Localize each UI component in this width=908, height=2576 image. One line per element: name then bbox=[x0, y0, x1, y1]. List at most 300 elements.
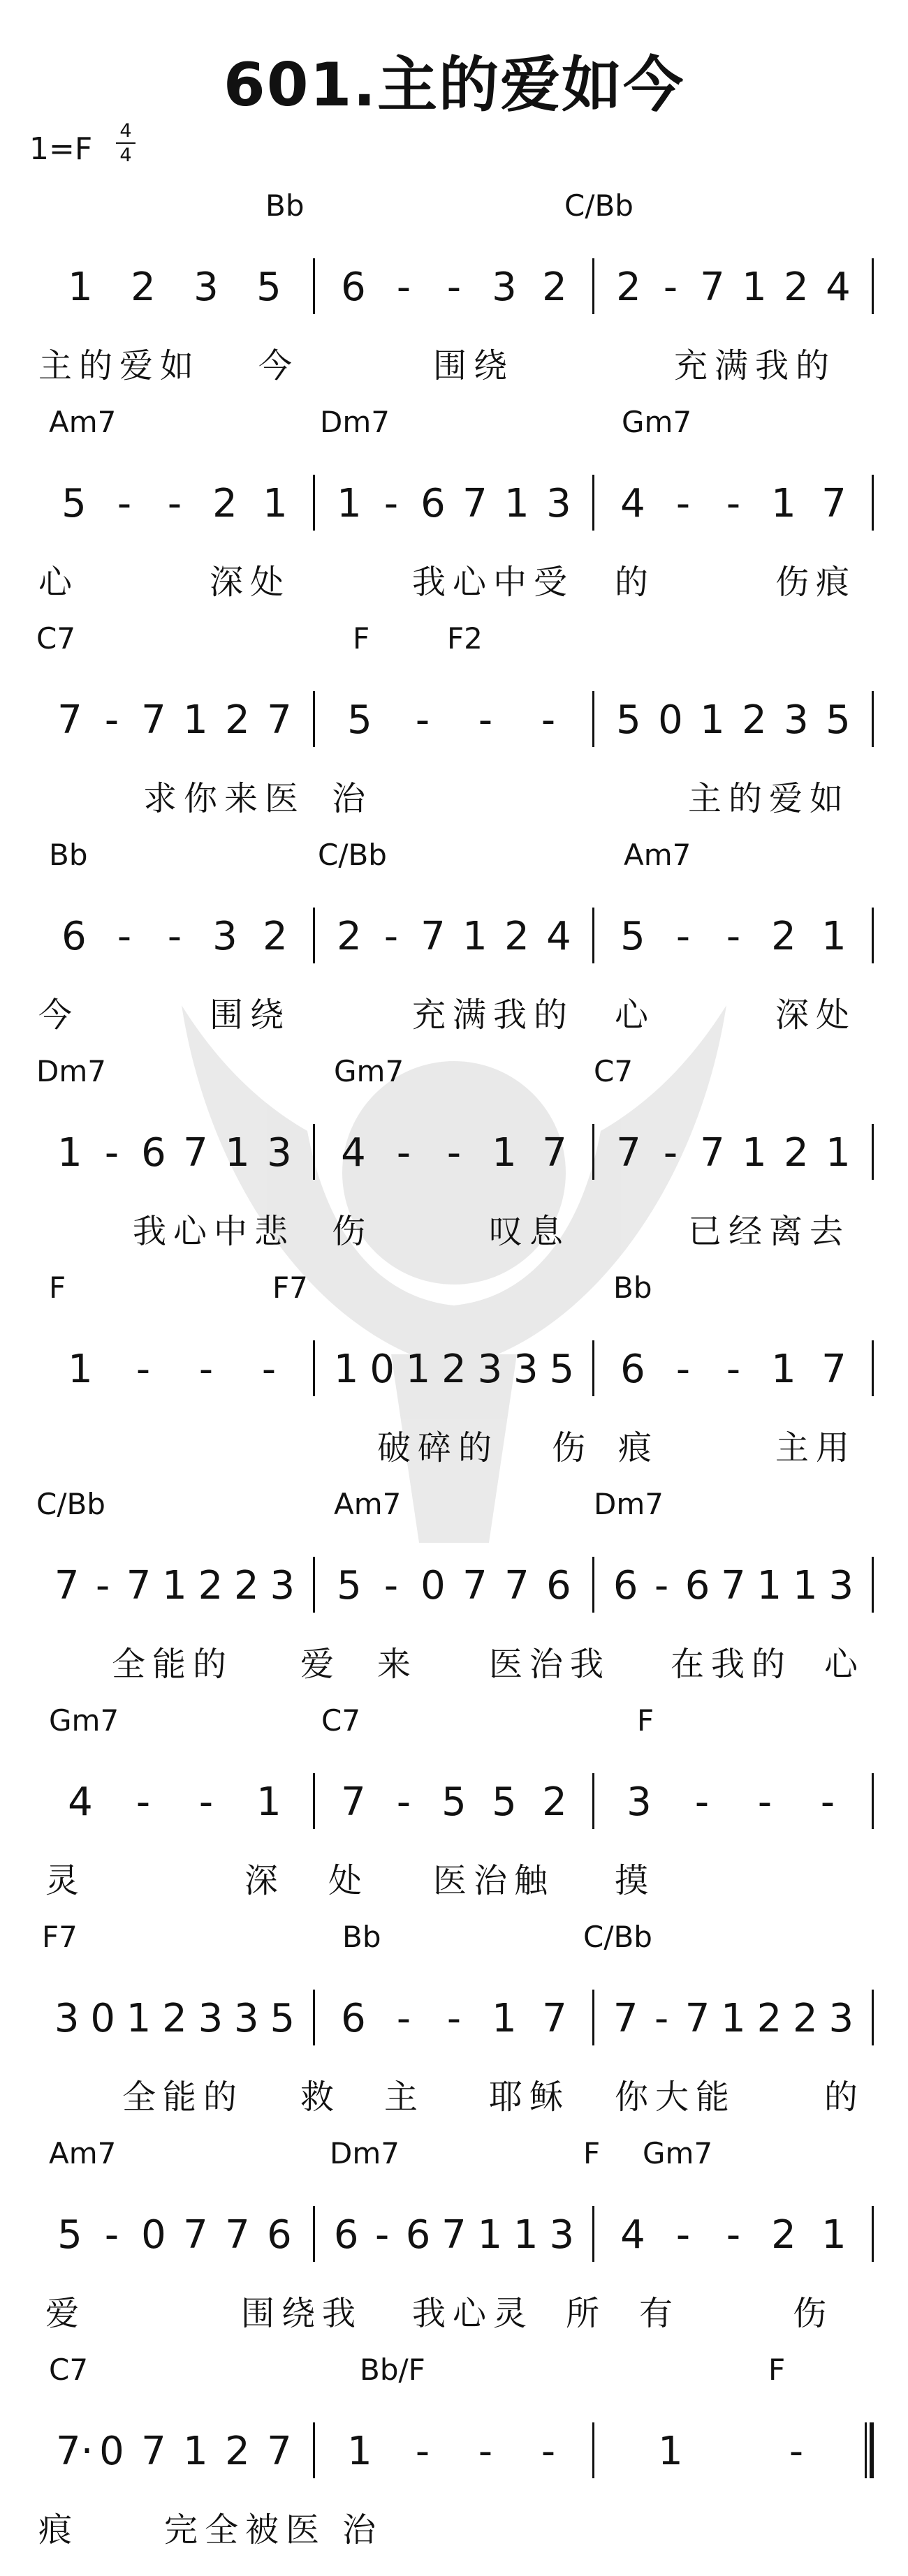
note: 6 bbox=[546, 1563, 571, 1608]
note: 2 bbox=[234, 1563, 259, 1608]
lyric-text: 救 bbox=[300, 2078, 342, 2117]
note: - bbox=[136, 1779, 151, 1825]
chord-symbol: C/Bb bbox=[318, 838, 387, 872]
bar-line bbox=[313, 2422, 315, 2478]
note: 7 bbox=[504, 1563, 529, 1608]
lyric-text: 主的爱如 bbox=[38, 346, 201, 385]
note: - bbox=[104, 2212, 119, 2258]
bar-line bbox=[592, 2206, 594, 2262]
note: 6 bbox=[333, 2212, 359, 2258]
note: - bbox=[396, 1779, 411, 1825]
note: 2 bbox=[263, 914, 288, 959]
time-signature-bottom: 4 bbox=[119, 145, 132, 167]
lyric-text: 我心灵 bbox=[412, 2294, 534, 2333]
note: 0 bbox=[99, 2429, 124, 2474]
note: - bbox=[820, 1779, 835, 1825]
note: - bbox=[117, 481, 132, 526]
chord-symbol: F bbox=[637, 1703, 654, 1738]
bar-line bbox=[592, 908, 594, 963]
note: 7 bbox=[126, 1563, 152, 1608]
note: 3 bbox=[270, 1563, 295, 1608]
lyric-text: 的 bbox=[824, 2078, 865, 2117]
note: 7 bbox=[616, 1130, 641, 1176]
note: 3 bbox=[54, 1996, 80, 2041]
note: - bbox=[789, 2429, 804, 2474]
chord-symbol: C/Bb bbox=[36, 1487, 105, 1521]
note: 1 bbox=[405, 1347, 431, 1392]
note: 2 bbox=[542, 1779, 567, 1825]
note: 1 bbox=[742, 1130, 767, 1176]
note: - bbox=[478, 697, 493, 743]
note: - bbox=[654, 1996, 669, 2041]
note: 1 bbox=[492, 1130, 517, 1176]
note: - bbox=[541, 697, 556, 743]
bar-line bbox=[313, 1340, 315, 1396]
note: 3 bbox=[492, 265, 517, 310]
note: 6 bbox=[613, 1563, 638, 1608]
note: 1 bbox=[462, 914, 488, 959]
time-signature bbox=[112, 120, 140, 166]
note: 3 bbox=[784, 697, 809, 743]
note: 2 bbox=[198, 1563, 224, 1608]
note: 2 bbox=[225, 2429, 250, 2474]
lyric-text: 我心中受 bbox=[412, 563, 575, 602]
note: 2 bbox=[771, 914, 796, 959]
note: 2 bbox=[784, 1130, 809, 1176]
note: - bbox=[675, 2212, 691, 2258]
note: 7 bbox=[441, 2212, 467, 2258]
note: 1 bbox=[721, 1996, 746, 2041]
note: - bbox=[96, 1563, 110, 1608]
chord-symbol: F7 bbox=[42, 1920, 78, 1954]
bar-line bbox=[313, 475, 315, 531]
note: 7 bbox=[542, 1130, 567, 1176]
note: - bbox=[726, 1347, 741, 1392]
score-system bbox=[0, 838, 908, 1047]
note: 5 bbox=[256, 265, 281, 310]
note: 1 bbox=[513, 2212, 539, 2258]
chord-symbol: Dm7 bbox=[36, 1054, 106, 1088]
note: - bbox=[663, 265, 678, 310]
bar-line bbox=[592, 258, 594, 314]
note: 6 bbox=[620, 1347, 645, 1392]
bar-line bbox=[592, 1124, 594, 1180]
lyric-text: 已经离去 bbox=[688, 1212, 851, 1251]
note: 1 bbox=[333, 1347, 359, 1392]
note: - bbox=[104, 697, 119, 743]
note: 1 bbox=[492, 1996, 517, 2041]
note: 1 bbox=[826, 1130, 851, 1176]
chord-symbol: F2 bbox=[447, 621, 483, 656]
note: 7 bbox=[821, 481, 847, 526]
note: 1 bbox=[658, 2429, 683, 2474]
note: 1 bbox=[57, 1130, 82, 1176]
lyric-text: 来 bbox=[377, 1645, 418, 1684]
note: 3 bbox=[212, 914, 237, 959]
note: 4 bbox=[826, 265, 851, 310]
note: 7 bbox=[141, 2429, 166, 2474]
chord-symbol: F bbox=[768, 2353, 786, 2387]
note: - bbox=[375, 2212, 390, 2258]
note: 3 bbox=[513, 1347, 539, 1392]
lyric-text: 全能的 bbox=[122, 2078, 244, 2117]
note: 7 bbox=[225, 2212, 250, 2258]
note: - bbox=[415, 697, 430, 743]
bar-line bbox=[872, 1557, 874, 1613]
bar-line bbox=[872, 258, 874, 314]
note: - bbox=[104, 1130, 119, 1176]
lyric-text: 主 bbox=[384, 2078, 425, 2117]
lyric-text: 伤 bbox=[332, 1212, 373, 1251]
note: 2 bbox=[441, 1347, 467, 1392]
note: - bbox=[383, 481, 399, 526]
bar-line bbox=[313, 1557, 315, 1613]
note: 2 bbox=[616, 265, 641, 310]
note: 2 bbox=[756, 1996, 782, 2041]
chord-symbol: C/Bb bbox=[564, 188, 634, 223]
note: 3 bbox=[549, 2212, 575, 2258]
bar-line bbox=[313, 691, 315, 747]
note: 1 bbox=[183, 697, 208, 743]
bar-line bbox=[872, 1124, 874, 1180]
chord-symbol: Bb bbox=[613, 1271, 652, 1305]
note: 4 bbox=[620, 481, 645, 526]
bar-line bbox=[313, 258, 315, 314]
chord-symbol: Bb/F bbox=[360, 2353, 425, 2387]
lyric-text: 围绕 bbox=[433, 346, 515, 385]
lyric-text: 伤 bbox=[793, 2294, 834, 2333]
note: - bbox=[757, 1779, 772, 1825]
bar-line bbox=[872, 908, 874, 963]
score-system bbox=[0, 188, 908, 398]
note: - bbox=[541, 2429, 556, 2474]
note: - bbox=[726, 2212, 741, 2258]
lyric-text: 痕 bbox=[618, 1428, 659, 1467]
chord-symbol: Gm7 bbox=[643, 2136, 713, 2170]
bar-line bbox=[313, 1773, 315, 1829]
chord-symbol: Bb bbox=[342, 1920, 381, 1954]
note: - bbox=[167, 914, 182, 959]
note: 7 bbox=[54, 1563, 80, 1608]
chord-symbol: F bbox=[49, 1271, 66, 1305]
lyric-text: 在我的 bbox=[671, 1645, 793, 1684]
note: - bbox=[675, 914, 691, 959]
lyric-text: 今 bbox=[258, 346, 300, 385]
bar-line bbox=[313, 2206, 315, 2262]
bar-line bbox=[313, 1990, 315, 2045]
note: 5 bbox=[620, 914, 645, 959]
note: 3 bbox=[198, 1996, 224, 2041]
note: - bbox=[726, 914, 741, 959]
note: - bbox=[675, 481, 691, 526]
lyric-text: 充满我的 bbox=[674, 346, 837, 385]
note: 1 bbox=[225, 1130, 250, 1176]
note: 1 bbox=[821, 2212, 847, 2258]
note: 3 bbox=[627, 1779, 652, 1825]
lyric-text: 深处 bbox=[775, 995, 857, 1035]
lyric-text: 耶稣 bbox=[489, 2078, 571, 2117]
chord-symbol: Am7 bbox=[334, 1487, 402, 1521]
note: - bbox=[136, 1347, 151, 1392]
note: 0 bbox=[420, 1563, 446, 1608]
chord-symbol: Bb bbox=[265, 188, 305, 223]
note: 6 bbox=[341, 1996, 366, 2041]
note: 7 bbox=[821, 1347, 847, 1392]
bar-line bbox=[313, 1124, 315, 1180]
note: 3 bbox=[193, 265, 219, 310]
bar-line bbox=[592, 1340, 594, 1396]
note: 1 bbox=[162, 1563, 187, 1608]
lyric-text: 灵 bbox=[45, 1861, 87, 1900]
note: 1 bbox=[793, 1563, 818, 1608]
note: 6 bbox=[141, 1130, 166, 1176]
note: 5 bbox=[61, 481, 87, 526]
note: 6 bbox=[61, 914, 87, 959]
lyric-text: 的 bbox=[615, 563, 656, 602]
note: - bbox=[198, 1347, 214, 1392]
lyric-text: 伤 bbox=[552, 1428, 593, 1467]
note: 1 bbox=[256, 1779, 281, 1825]
bar-line bbox=[592, 691, 594, 747]
note: 7 bbox=[684, 1996, 710, 2041]
note: 6 bbox=[405, 2212, 431, 2258]
note: - bbox=[446, 1996, 462, 2041]
note: 1 bbox=[263, 481, 288, 526]
note: 5 bbox=[826, 697, 851, 743]
note: 7 bbox=[141, 697, 166, 743]
lyric-text: 叹息 bbox=[489, 1212, 571, 1251]
chord-symbol: Am7 bbox=[49, 405, 117, 439]
note: 5 bbox=[337, 1563, 362, 1608]
note: 3 bbox=[828, 1996, 854, 2041]
note: - bbox=[654, 1563, 669, 1608]
note: 2 bbox=[793, 1996, 818, 2041]
note: 0 bbox=[369, 1347, 395, 1392]
note: 6 bbox=[267, 2212, 292, 2258]
note: 3 bbox=[267, 1130, 292, 1176]
chord-symbol: Am7 bbox=[49, 2136, 117, 2170]
note: 2 bbox=[542, 265, 567, 310]
note: 2 bbox=[504, 914, 529, 959]
lyric-text: 心 bbox=[615, 995, 656, 1035]
note: 4 bbox=[620, 2212, 645, 2258]
note: - bbox=[383, 914, 399, 959]
note: 1 bbox=[68, 1347, 93, 1392]
lyric-text: 你大能 bbox=[615, 2078, 737, 2117]
score-system bbox=[0, 1271, 908, 1480]
note: - bbox=[383, 1563, 399, 1608]
bar-line bbox=[592, 1557, 594, 1613]
note: 0 bbox=[141, 2212, 166, 2258]
note: 2 bbox=[337, 914, 362, 959]
note: 1 bbox=[477, 2212, 503, 2258]
note: - bbox=[167, 481, 182, 526]
note: 4 bbox=[546, 914, 571, 959]
note: 2 bbox=[162, 1996, 187, 2041]
note: 7 bbox=[462, 1563, 488, 1608]
note: - bbox=[396, 1130, 411, 1176]
note: 1 bbox=[700, 697, 725, 743]
chord-symbol: F7 bbox=[272, 1271, 308, 1305]
note: 5 bbox=[549, 1347, 575, 1392]
note: 1 bbox=[756, 1563, 782, 1608]
lyric-text: 摸 bbox=[615, 1861, 656, 1900]
bar-line bbox=[592, 1773, 594, 1829]
bar-line bbox=[313, 908, 315, 963]
lyric-text: 医治我 bbox=[489, 1645, 611, 1684]
song-title: 601.主的爱如今 bbox=[223, 50, 685, 120]
note: 3 bbox=[234, 1996, 259, 2041]
chord-symbol: C7 bbox=[49, 2353, 89, 2387]
score-system bbox=[0, 1487, 908, 1696]
note: - bbox=[261, 1347, 277, 1392]
note: 5 bbox=[492, 1779, 517, 1825]
note: 3 bbox=[546, 481, 571, 526]
lyric-text: 我心中悲 bbox=[133, 1212, 295, 1251]
note: - bbox=[478, 2429, 493, 2474]
note: 1 bbox=[742, 265, 767, 310]
chord-symbol: C/Bb bbox=[583, 1920, 652, 1954]
lyric-text: 深 bbox=[244, 1861, 286, 1900]
lyric-text: 全能的 bbox=[112, 1645, 234, 1684]
chord-symbol: C7 bbox=[594, 1054, 634, 1088]
note: - bbox=[396, 1996, 411, 2041]
note: 6 bbox=[341, 265, 366, 310]
note: 7 bbox=[420, 914, 446, 959]
bar-line bbox=[872, 475, 874, 531]
lyric-text: 治 bbox=[342, 2510, 383, 2549]
lyric-text: 主用 bbox=[775, 1428, 857, 1467]
lyric-text: 爱 bbox=[45, 2294, 87, 2333]
note: 7 bbox=[183, 1130, 208, 1176]
note: - bbox=[396, 265, 411, 310]
note: 6 bbox=[684, 1563, 710, 1608]
lyric-text: 今 bbox=[38, 995, 80, 1035]
note: 1 bbox=[337, 481, 362, 526]
note: 5 bbox=[270, 1996, 295, 2041]
lyric-text: 完全被医 bbox=[164, 2510, 327, 2549]
chord-symbol: Gm7 bbox=[334, 1054, 404, 1088]
note: 7 bbox=[341, 1779, 366, 1825]
lyric-text: 有 bbox=[639, 2294, 680, 2333]
note: 1 bbox=[183, 2429, 208, 2474]
note: 1 bbox=[821, 914, 847, 959]
note: 0 bbox=[658, 697, 683, 743]
chord-symbol: Dm7 bbox=[320, 405, 390, 439]
note: 7 bbox=[542, 1996, 567, 2041]
note: - bbox=[446, 265, 462, 310]
note: 6 bbox=[420, 481, 446, 526]
chord-symbol: C7 bbox=[321, 1703, 361, 1738]
lyric-text: 治 bbox=[332, 779, 373, 818]
note: - bbox=[415, 2429, 430, 2474]
score-system bbox=[0, 2353, 908, 2562]
lyric-text: 心 bbox=[38, 563, 80, 602]
lyric-text: 处 bbox=[328, 1861, 369, 1900]
lyric-text: 深处 bbox=[210, 563, 291, 602]
note: - bbox=[726, 481, 741, 526]
note: 3 bbox=[477, 1347, 503, 1392]
score-system bbox=[0, 1920, 908, 2129]
note: 2 bbox=[771, 2212, 796, 2258]
chord-symbol: Bb bbox=[49, 838, 88, 872]
note: - bbox=[198, 1779, 214, 1825]
note: 7 bbox=[700, 1130, 725, 1176]
lyric-text: 痕 bbox=[38, 2510, 80, 2549]
score-system bbox=[0, 1054, 908, 1264]
note: 7 bbox=[462, 481, 488, 526]
lyric-text: 医治触 bbox=[433, 1861, 555, 1900]
bar-line bbox=[872, 1990, 874, 2045]
lyric-text: 充满我的 bbox=[412, 995, 575, 1035]
note: 2 bbox=[131, 265, 156, 310]
lyric-text: 主的爱如 bbox=[688, 779, 851, 818]
time-signature-top: 4 bbox=[119, 120, 132, 142]
bar-line bbox=[872, 691, 874, 747]
bar-line bbox=[592, 2422, 594, 2478]
note: 1 bbox=[347, 2429, 372, 2474]
bar-line bbox=[872, 1773, 874, 1829]
lyric-text: 爱 bbox=[300, 1645, 342, 1684]
key-signature: 1=F bbox=[29, 131, 93, 167]
note: - bbox=[675, 1347, 691, 1392]
bar-line bbox=[872, 2206, 874, 2262]
lyric-text: 围绕 bbox=[210, 995, 291, 1035]
note: 5 bbox=[347, 697, 372, 743]
chord-symbol: Am7 bbox=[624, 838, 691, 872]
note: 2 bbox=[212, 481, 237, 526]
note: 7 bbox=[183, 2212, 208, 2258]
chord-symbol: F bbox=[583, 2136, 601, 2170]
note: 2 bbox=[784, 265, 809, 310]
lyric-text: 伤痕 bbox=[775, 563, 857, 602]
lyric-text: 心 bbox=[824, 1645, 865, 1684]
note: - bbox=[446, 1130, 462, 1176]
score-system bbox=[0, 2136, 908, 2346]
bar-line bbox=[872, 1340, 874, 1396]
note: 7 bbox=[267, 2429, 292, 2474]
note: 7 bbox=[267, 697, 292, 743]
note: 4 bbox=[341, 1130, 366, 1176]
note: 7 bbox=[700, 265, 725, 310]
note: - bbox=[117, 914, 132, 959]
note: 5 bbox=[57, 2212, 82, 2258]
note: 1 bbox=[771, 481, 796, 526]
lyric-text: 求你来医 bbox=[143, 779, 306, 818]
note: 7 bbox=[613, 1996, 638, 2041]
note: - bbox=[694, 1779, 710, 1825]
bar-line bbox=[592, 475, 594, 531]
lyric-text: 所 bbox=[566, 2294, 607, 2333]
note: - bbox=[663, 1130, 678, 1176]
note: 2 bbox=[225, 697, 250, 743]
note: 1 bbox=[504, 481, 529, 526]
lyric-text: 破碎的 bbox=[377, 1428, 499, 1467]
score-system bbox=[0, 621, 908, 831]
note: 1 bbox=[771, 1347, 796, 1392]
chord-symbol: Gm7 bbox=[49, 1703, 119, 1738]
note: 7· bbox=[56, 2429, 94, 2474]
chord-symbol: Gm7 bbox=[622, 405, 692, 439]
lyric-text: 围绕我 bbox=[241, 2294, 363, 2333]
note: 4 bbox=[68, 1779, 93, 1825]
score-system bbox=[0, 1703, 908, 1913]
note: 5 bbox=[616, 697, 641, 743]
note: 7 bbox=[57, 697, 82, 743]
note: 3 bbox=[828, 1563, 854, 1608]
final-barline bbox=[865, 2422, 873, 2478]
chord-symbol: Dm7 bbox=[330, 2136, 400, 2170]
